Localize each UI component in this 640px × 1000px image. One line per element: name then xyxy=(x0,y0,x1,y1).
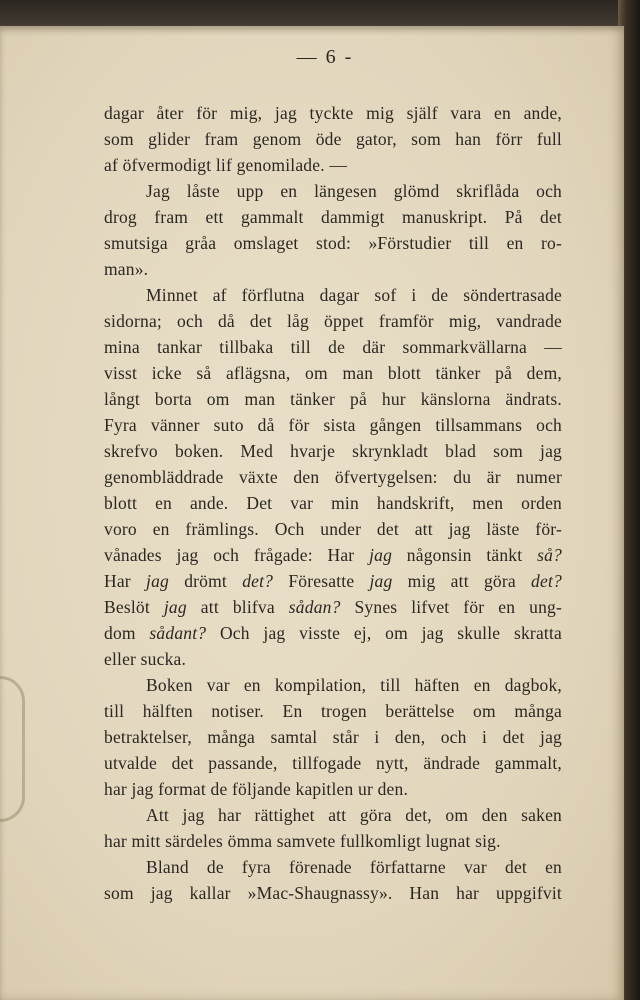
text-line: Bland de fyra förenade författarne var det en xyxy=(146,857,562,877)
text-line xyxy=(104,568,562,594)
text-segment: Och jag visste ej, om jag skulle skratta xyxy=(206,623,562,643)
italic-segment: jag xyxy=(369,571,393,591)
text-segment: Har xyxy=(104,571,147,591)
text-segment: Beslöt xyxy=(104,597,164,617)
text-line: drog fram ett gammalt dammigt manuskript. På det xyxy=(104,207,562,227)
italic-segment: så? xyxy=(537,545,562,565)
text-line: Boken var en kompilation, till häften en dagbok, xyxy=(146,675,562,695)
italic-segment: jag xyxy=(146,571,169,591)
italic-segment: jag xyxy=(369,545,393,565)
text-segment: vånades jag och frågade: Har xyxy=(104,545,370,565)
text-line xyxy=(104,594,562,620)
page-number: — 6 - xyxy=(296,46,354,68)
italic-segment: sådant? xyxy=(149,623,207,643)
text-segment: någonsin tänkt xyxy=(392,545,538,565)
text-line: sidorna; och då det låg öppet framför mig, vandrade xyxy=(104,311,562,331)
italic-segment: jag xyxy=(163,597,187,617)
text-line: genombläddrade växte den öfvertygelsen: du är numer xyxy=(104,467,562,487)
text-line: blott en ande. Det var min handskrift, men orden xyxy=(104,493,562,513)
text-line: har jag format de följande kapitlen ur den. xyxy=(104,779,409,799)
text-line: Att jag har rättighet att göra det, om den saken xyxy=(146,805,562,825)
text-line: af öfvermodigt lif genomilade. — xyxy=(104,155,348,175)
text-line: eller sucka. xyxy=(104,649,187,669)
text-line: mina tankar tillbaka till de där sommarkvällarna — xyxy=(104,337,562,357)
text-line: Jag låste upp en längesen glömd skriflåda och xyxy=(146,181,562,201)
text-line: utvalde det passande, tillfogade nytt, ändrade gammalt, xyxy=(104,753,562,773)
text-line xyxy=(104,542,562,568)
text-line: Fyra vänner suto då för sista gången tillsammans och xyxy=(104,415,562,435)
text-segment: att blifva xyxy=(186,597,289,617)
text-line: Minnet af förflutna dagar sof i de söndertrasade xyxy=(146,285,562,305)
text-line: visst icke så aflägsna, om man blott tänker på dem, xyxy=(104,363,562,383)
text-line: dagar åter för mig, jag tyckte mig själf vara en ande, xyxy=(104,103,562,123)
text-segment: mig att göra xyxy=(392,571,532,591)
text-segment: Föresatte xyxy=(273,571,370,591)
text-line: smutsiga gråa omslaget stod: »Förstudier till en ro- xyxy=(104,233,562,253)
text-line: till hälften notiser. En trogen berättelse om många xyxy=(104,701,562,721)
body-text xyxy=(104,100,562,906)
italic-segment: sådan? xyxy=(288,597,341,617)
text-line: som glider fram genom öde gator, som han förr full xyxy=(104,129,562,149)
text-line: långt borta om man tänker på hur känslorna ändrats. xyxy=(104,389,562,409)
page-stain xyxy=(0,676,25,822)
text-segment: dom xyxy=(104,623,150,643)
text-line: har mitt särdeles ömma samvete fullkomligt lugnat sig. xyxy=(104,831,501,851)
text-segment: Synes lifvet för en ung- xyxy=(340,597,562,617)
italic-segment: det? xyxy=(531,571,562,591)
text-line xyxy=(104,620,562,646)
text-line: skrefvo boken. Med hvarje skrynkladt blad som jag xyxy=(104,441,562,461)
text-line: man». xyxy=(104,259,149,279)
text-line: betraktelser, många samtal står i den, och i det jag xyxy=(104,727,562,747)
text-line: voro en främlings. Och under det att jag läste för- xyxy=(104,519,562,539)
text-segment: drömt xyxy=(169,571,243,591)
text-line: som jag kallar »Mac-Shaugnassy». Han har uppgifvit xyxy=(104,883,562,903)
italic-segment: det? xyxy=(242,571,274,591)
